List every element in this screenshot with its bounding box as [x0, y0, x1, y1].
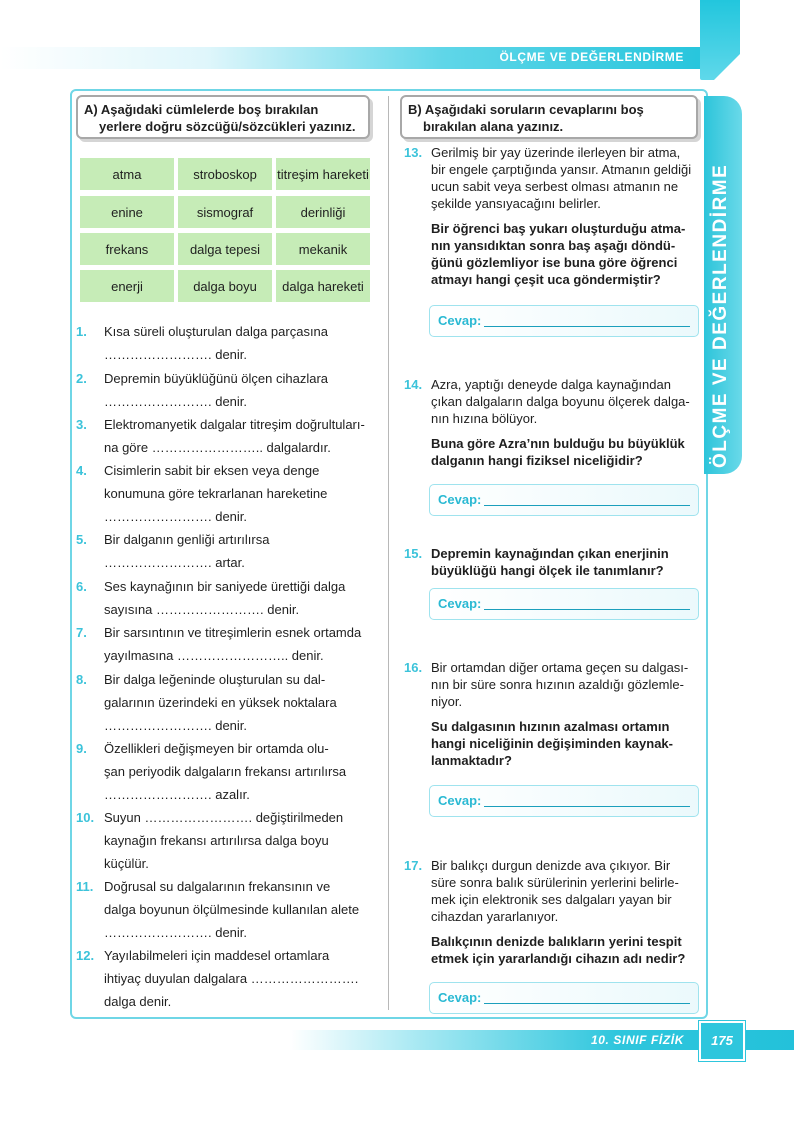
section-b-line2: bırakılan alana yazınız.: [423, 119, 564, 134]
question-text-line: çıkan dalgaların dalga boyunu ölçerek dalga-: [431, 394, 690, 409]
section-a-header: [76, 95, 370, 139]
question-prompt-line: Bir öğrenci baş yukarı oluşturduğu atma-: [431, 221, 686, 236]
item-number: 7.: [76, 625, 87, 640]
item-number: 11.: [76, 879, 94, 894]
answer-field-14[interactable]: [429, 484, 699, 516]
item-line: Elektromanyetik dalgalar titreşim doğrultuları-: [104, 417, 365, 432]
item-number: 10.: [76, 810, 95, 825]
item-number: 2.: [76, 371, 87, 386]
question-text-line: niyor.: [431, 694, 463, 709]
answer-line: [484, 609, 690, 610]
footer-title: 10. SINIF FİZİK: [590, 1033, 684, 1047]
section-a-line1: A) Aşağıdaki cümlelerde boş bırakılan: [84, 102, 319, 117]
item-number: 8.: [76, 672, 87, 687]
item-line: ……………………. denir.: [104, 718, 248, 733]
page-number-box: [699, 1021, 745, 1061]
question-number: 14.: [404, 377, 423, 392]
question-text-line: Gerilmiş bir yay üzerinde ilerleyen bir atma,: [431, 145, 681, 160]
item-number: 4.: [76, 463, 87, 478]
item-line: Depremin büyüklüğünü ölçen cihazlara: [104, 371, 329, 386]
word-cell: derinliği: [276, 196, 370, 228]
item-number: 12.: [76, 948, 95, 963]
question-text-line: Bir ortamdan diğer ortama geçen su dalgası-: [431, 660, 689, 675]
item-line: dalga denir.: [104, 994, 172, 1009]
column-divider: [388, 96, 389, 1010]
item-line: sayısına ……………………. denir.: [104, 602, 300, 617]
item-line: ……………………. denir.: [104, 347, 248, 362]
question-prompt-line: Depremin kaynağından çıkan enerjinin: [431, 546, 669, 561]
question-text-line: Bir balıkçı durgun denizde ava çıkıyor. Bir: [431, 858, 671, 873]
side-tab-title: ÖLÇME VE DEĞERLENDİRME: [710, 163, 731, 468]
item-line: ……………………. denir.: [104, 394, 248, 409]
answer-field-15[interactable]: [429, 588, 699, 620]
answer-field-17[interactable]: [429, 982, 699, 1014]
item-line: Kısa süreli oluşturulan dalga parçasına: [104, 324, 329, 339]
word-cell: dalga tepesi: [178, 233, 272, 265]
item-line: Ses kaynağının bir saniyede ürettiği dalga: [104, 579, 346, 594]
item-line: ihtiyaç duyulan dalgalara …………………….: [104, 971, 359, 986]
answer-line: [484, 326, 690, 327]
item-line: yayılmasına …………………….. denir.: [104, 648, 324, 663]
answer-label: Cevap:: [438, 492, 482, 507]
answer-label: Cevap:: [438, 990, 482, 1005]
question-text-line: süre sonra balık sürülerinin yerlerini belirle-: [431, 875, 679, 890]
item-number: 9.: [76, 741, 87, 756]
word-cell: dalga boyu: [178, 270, 272, 302]
item-line: na göre …………………….. dalgalardır.: [104, 440, 331, 455]
word-cell: stroboskop: [178, 158, 272, 190]
item-line: ……………………. denir.: [104, 925, 248, 940]
word-cell: mekanik: [276, 233, 370, 265]
page-number: 175: [711, 1033, 733, 1048]
item-line: Bir dalganın genliği artırılırsa: [104, 532, 270, 547]
word-cell: titreşim hareketi: [276, 158, 370, 190]
question-prompt-line: lanmaktadır?: [431, 753, 512, 768]
item-number: 5.: [76, 532, 87, 547]
item-line: Bir dalga leğeninde oluşturulan su dal-: [104, 672, 326, 687]
answer-label: Cevap:: [438, 313, 482, 328]
question-prompt-line: Balıkçının denizde balıkların yerini tespit: [431, 934, 682, 949]
item-line: ……………………. azalır.: [104, 787, 250, 802]
header-title: ÖLÇME VE DEĞERLENDİRME: [499, 50, 684, 64]
item-line: Cisimlerin sabit bir eksen veya denge: [104, 463, 320, 478]
item-line: galarının üzerindeki en yüksek noktalara: [104, 695, 337, 710]
item-line: kaynağın frekansı artırılırsa dalga boyu: [104, 833, 329, 848]
question-prompt-line: etmek için yararlandığı cihazın adı nedir?: [431, 951, 686, 966]
question-text-line: bir engele çarptığında yansır. Atmanın geldiği: [431, 162, 692, 177]
word-cell: atma: [80, 158, 174, 190]
question-prompt-line: dalganın hangi fiziksel niceliğidir?: [431, 453, 643, 468]
answer-label: Cevap:: [438, 596, 482, 611]
question-prompt-line: hangi niceliğinin değişiminden kaynak-: [431, 736, 673, 751]
header-band: [0, 47, 740, 69]
item-line: Bir sarsıntının ve titreşimlerin esnek ortamda: [104, 625, 362, 640]
question-text-line: nın hızına bölüyor.: [431, 411, 538, 426]
item-number: 1.: [76, 324, 87, 339]
question-text-line: şekilde yansıyacağını belirler.: [431, 196, 601, 211]
section-b-line1: B) Aşağıdaki soruların cevaplarını boş: [408, 102, 644, 117]
answer-label: Cevap:: [438, 793, 482, 808]
word-cell: enerji: [80, 270, 174, 302]
question-text-line: cihazdan yararlanıyor.: [431, 909, 559, 924]
item-line: ……………………. artar.: [104, 555, 245, 570]
item-number: 6.: [76, 579, 87, 594]
question-text-line: mek için elektronik ses dalgaları yayan bir: [431, 892, 672, 907]
word-cell: dalga hareketi: [276, 270, 370, 302]
section-a-line2: yerlere doğru sözcüğü/sözcükleri yazınız.: [99, 119, 356, 134]
question-number: 16.: [404, 660, 423, 675]
answer-line: [484, 806, 690, 807]
answer-line: [484, 1003, 690, 1004]
item-line: Doğrusal su dalgalarının frekansının ve: [104, 879, 331, 894]
question-number: 13.: [404, 145, 423, 160]
question-prompt-line: atmayı hangi çeşit uca göndermiştir?: [431, 272, 661, 287]
item-line: Özellikleri değişmeyen bir ortamda olu-: [104, 741, 329, 756]
side-tab: [704, 96, 742, 474]
item-line: şan periyodik dalgaların frekansı artırılırsa: [104, 764, 347, 779]
section-b-header: [400, 95, 698, 139]
question-text-line: ucun sabit veya serbest olması atmanın ne: [431, 179, 679, 194]
answer-line: [484, 505, 690, 506]
item-line: Yayılabilmeleri için maddesel ortamlara: [104, 948, 330, 963]
item-line: Suyun ……………………. değiştirilmeden: [104, 810, 344, 825]
item-line: ……………………. denir.: [104, 509, 248, 524]
item-line: konumuna göre tekrarlanan hareketine: [104, 486, 328, 501]
word-cell: sismograf: [178, 196, 272, 228]
corner-bookmark-tab: [700, 0, 740, 80]
question-text-line: Azra, yaptığı deneyde dalga kaynağından: [431, 377, 671, 392]
question-prompt-line: nın yansıdıktan sonra baş aşağı döndü-: [431, 238, 676, 253]
item-line: dalga boyunun ölçülmesinde kullanılan alete: [104, 902, 360, 917]
word-cell: frekans: [80, 233, 174, 265]
question-prompt-line: Buna göre Azra’nın bulduğu bu büyüklük: [431, 436, 685, 451]
item-number: 3.: [76, 417, 87, 432]
question-prompt-line: büyüklüğü hangi ölçek ile tanımlanır?: [431, 563, 664, 578]
question-prompt-line: ğünü gözlemliyor ise buna göre öğrenci: [431, 255, 678, 270]
question-text-line: nın bir süre sonra hızının azaldığı gözlemle-: [431, 677, 684, 692]
answer-field-16[interactable]: [429, 785, 699, 817]
question-number: 17.: [404, 858, 423, 873]
question-prompt-line: Su dalgasının hızının azalması ortamın: [431, 719, 670, 734]
item-line: küçülür.: [104, 856, 149, 871]
word-cell: enine: [80, 196, 174, 228]
question-number: 15.: [404, 546, 423, 561]
answer-field-13[interactable]: [429, 305, 699, 337]
